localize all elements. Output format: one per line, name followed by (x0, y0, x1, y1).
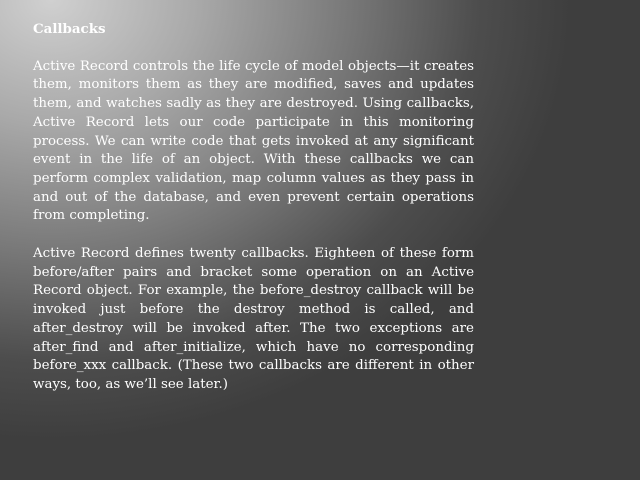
paragraph-lifecycle: Active Record controls the life cycle of model objects—it creates them, monitors them as they are modified, saves and updates them, and watches sadly as they are destroyed. Using callbacks, Active Record lets our code participate in this monitoring process. We can write code that gets invoked at any significant event in the life of an object. With these callbacks we can perform complex validation, map column values as they pass in and out of the database, and even prevent certain operations from completing. (33, 58, 474, 224)
paragraph-twenty-callbacks: Active Record defines twenty callbacks. Eighteen of these form before/after pairs and bracket some operation on an Active Record object. For example, the before_destroy callback will be invoked just before the destroy method is called, and after_destroy will be invoked after. The two exceptions are after_find and after_initialize, which have no corresponding before_xxx callback. (These two callbacks are different in other ways, too, as we’ll see later.) (33, 246, 474, 392)
slide-content (33, 20, 474, 395)
spacer (33, 39, 474, 58)
spacer (33, 226, 474, 245)
slide-title: Callbacks (33, 21, 106, 37)
